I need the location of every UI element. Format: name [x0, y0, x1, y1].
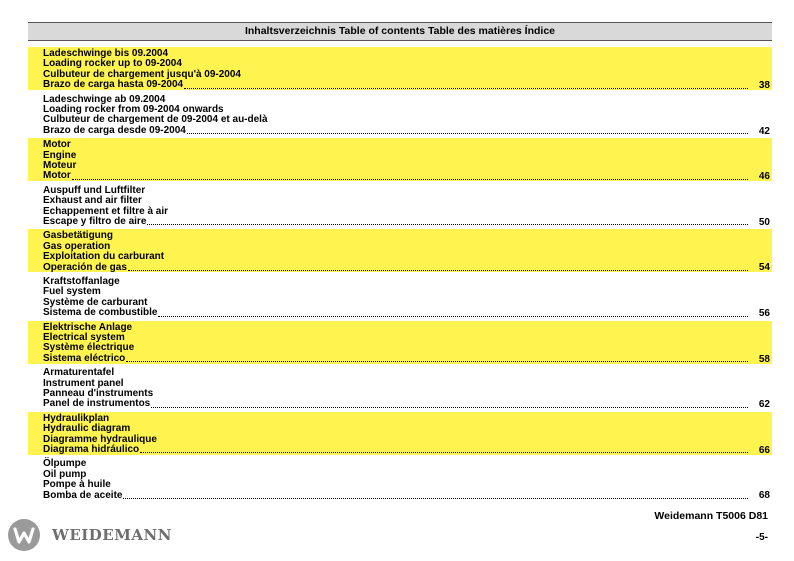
toc-entry[interactable] [28, 366, 772, 409]
dot-leader [72, 179, 748, 180]
toc-entry-page: 66 [758, 444, 770, 456]
toc-entry-page: 38 [758, 80, 770, 91]
toc-entry-title: Elektrische Anlage [43, 321, 133, 333]
weidemann-w-logo-icon [8, 519, 40, 551]
toc-entry-page: 62 [758, 399, 770, 411]
toc-entry-page: 54 [758, 262, 770, 274]
toc-entry-title: Brazo de carga desde 09-2004 [43, 124, 186, 136]
toc-entry-title: Diagramme hydraulique [43, 433, 157, 445]
dot-leader [140, 452, 748, 453]
toc-entry-title: Ladeschwinge ab 09.2004 [43, 93, 166, 105]
toc-entry-title: Engine [43, 149, 77, 161]
dot-leader [147, 224, 748, 225]
toc-header: Inhaltsverzeichnis Table of contents Table des matières Índice [28, 22, 772, 41]
toc-entry-title: Sistema de combustible [43, 307, 158, 319]
toc-entry-title: Hydraulic diagram [43, 423, 131, 435]
toc-entry[interactable] [28, 457, 772, 500]
toc-entry-title: Electrical system [43, 331, 125, 343]
toc-entry[interactable] [28, 275, 772, 318]
toc-entry-page: 46 [758, 171, 770, 183]
brand-name: WEIDEMANN [52, 526, 172, 544]
toc-entry-title: Motor [43, 139, 71, 151]
dot-leader [184, 88, 748, 89]
toc-entry-title: Culbuteur de chargement jusqu'à 09-2004 [43, 68, 241, 80]
dot-leader [123, 498, 748, 499]
toc-entry-title: Motor [43, 170, 71, 182]
dot-leader [158, 316, 748, 317]
toc-entry-title: Diagrama hidráulico [43, 443, 140, 455]
toc-entry-title: Brazo de carga hasta 09-2004 [43, 79, 184, 91]
toc-entry-page: 42 [758, 125, 770, 137]
toc-entry-title: Echappement et filtre à air [43, 205, 169, 217]
toc-entry-title: Oil pump [43, 468, 87, 480]
toc-entry[interactable] [28, 321, 772, 364]
dot-leader [126, 361, 748, 362]
dot-leader [151, 407, 748, 408]
toc-entry-title: Pompe à huile [43, 479, 111, 491]
toc-entry-title: Operación de gas [43, 261, 127, 273]
toc-entry-title: Hydraulikplan [43, 412, 110, 424]
toc-entry[interactable] [28, 138, 772, 181]
toc-entry-title: Fuel system [43, 286, 101, 298]
brand-logo [8, 519, 172, 551]
table-of-contents [28, 47, 772, 503]
toc-entry-page: 50 [758, 216, 770, 228]
toc-entry-title: Moteur [43, 160, 77, 171]
toc-entry-title: Armaturentafel [43, 367, 115, 379]
toc-entry-title: Escape y filtro de aire [43, 216, 147, 227]
page-number: -5- [755, 532, 768, 543]
toc-entry-title: Panel de instrumentos [43, 398, 151, 410]
toc-entry-title: Sistema eléctrico [43, 352, 126, 364]
toc-entry[interactable] [28, 229, 772, 272]
toc-entry-title: Panneau d'instruments [43, 387, 154, 399]
toc-entry[interactable] [28, 184, 772, 227]
toc-entry-title: Bomba de aceite [43, 489, 123, 501]
toc-entry-page: 56 [758, 307, 770, 319]
toc-entry-title: Gas operation [43, 240, 111, 252]
toc-entry-title: Système de carburant [43, 296, 148, 308]
toc-entry-title: Culbuteur de chargement de 09-2004 et au-delà [43, 114, 268, 126]
toc-entry-title: Auspuff und Luftfilter [43, 184, 146, 196]
toc-entry-title: Ölpumpe [43, 458, 87, 470]
toc-entry-page: 68 [758, 490, 770, 502]
toc-entry-title: Exploitation du carburant [43, 251, 165, 263]
toc-entry-title: Gasbetätigung [43, 230, 114, 242]
dot-leader [128, 270, 748, 271]
toc-entry-title: Ladeschwinge bis 09.2004 [43, 48, 169, 59]
toc-entry-page: 58 [758, 353, 770, 365]
toc-entry-title: Exhaust and air filter [43, 195, 142, 207]
dot-leader [187, 133, 748, 134]
toc-entry[interactable] [28, 47, 772, 90]
model-name: Weidemann T5006 D81 [654, 510, 768, 522]
toc-entry-title: Instrument panel [43, 377, 124, 389]
toc-entry[interactable] [28, 93, 772, 136]
toc-entry[interactable] [28, 412, 772, 455]
toc-entry-title: Loading rocker from 09-2004 onwards [43, 104, 224, 115]
toc-entry-title: Kraftstoffanlage [43, 275, 120, 287]
toc-entry-title: Loading rocker up to 09-2004 [43, 58, 182, 70]
toc-entry-title: Système électrique [43, 342, 135, 354]
